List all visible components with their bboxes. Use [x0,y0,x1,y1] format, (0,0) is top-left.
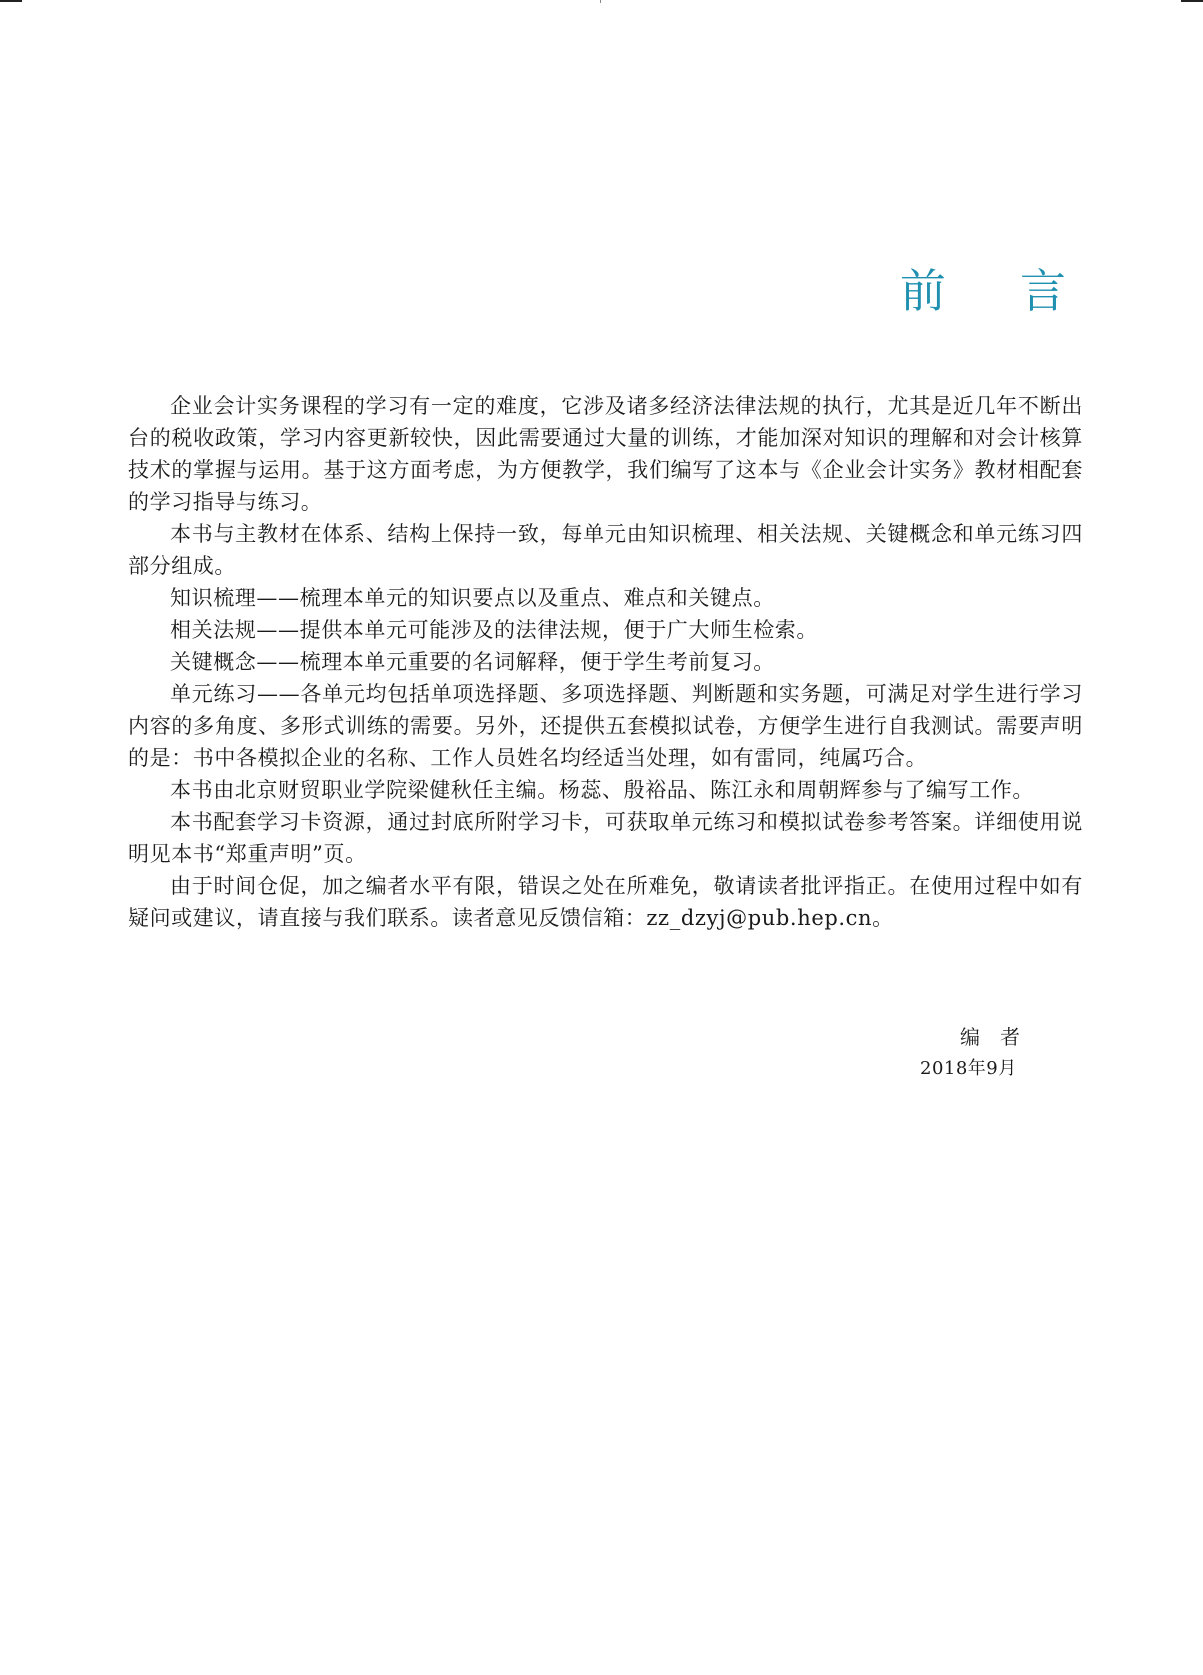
signature-name: 编者 [960,1025,1040,1049]
signature-block [920,1022,1060,1084]
paragraph-authors: 本书由北京财贸职业学院梁健秋任主编。杨蕊、殷裕品、陈江永和周朝辉参与了编写工作。 [170,778,1034,802]
preface-body [128,390,1083,934]
paragraph-resources: 本书配套学习卡资源，通过封底所附学习卡，可获取单元练习和模拟试卷参考答案。详细使用说明见本书“郑重声明”页。 [128,810,1083,866]
crop-mark-left [0,0,22,2]
paragraph-exercises: 单元练习——各单元均包括单项选择题、多项选择题、判断题和实务题，可满足对学生进行学习内容的多角度、多形式训练的需要。另外，还提供五套模拟试卷，方便学生进行自我测试。需要声明的是：书中各模拟企业的名称、工作人员姓名均经适当处理，如有雷同，纯属巧合。 [128,682,1083,770]
paragraph-feedback: 由于时间仓促，加之编者水平有限，错误之处在所难免，敬请读者批评指正。在使用过程中如有疑问或建议，请直接与我们联系。读者意见反馈信箱：zz_dzyj@pub.hep.cn。 [128,874,1083,930]
crop-mark-right [1181,0,1203,2]
paragraph-regulations: 相关法规——提供本单元可能涉及的法律法规，便于广大师生检索。 [170,618,818,642]
center-crop-tick [600,0,601,3]
signature-date: 2018年9月 [920,1058,1017,1079]
paragraph-intro: 企业会计实务课程的学习有一定的难度，它涉及诸多经济法律法规的执行，尤其是近几年不断出台的税收政策，学习内容更新较快，因此需要通过大量的训练，才能加深对知识的理解和对会计核算技术的掌握与运用。基于这方面考虑，为方便教学，我们编写了这本与《企业会计实务》教材相配套的学习指导与练习。 [128,394,1083,514]
paragraph-structure: 本书与主教材在体系、结构上保持一致，每单元由知识梳理、相关法规、关键概念和单元练习四部分组成。 [128,522,1083,578]
paragraph-knowledge: 知识梳理——梳理本单元的知识要点以及重点、难点和关键点。 [170,586,775,610]
paragraph-concepts: 关键概念——梳理本单元重要的名词解释，便于学生考前复习。 [170,650,775,674]
page-title: 前言 [900,264,1140,318]
